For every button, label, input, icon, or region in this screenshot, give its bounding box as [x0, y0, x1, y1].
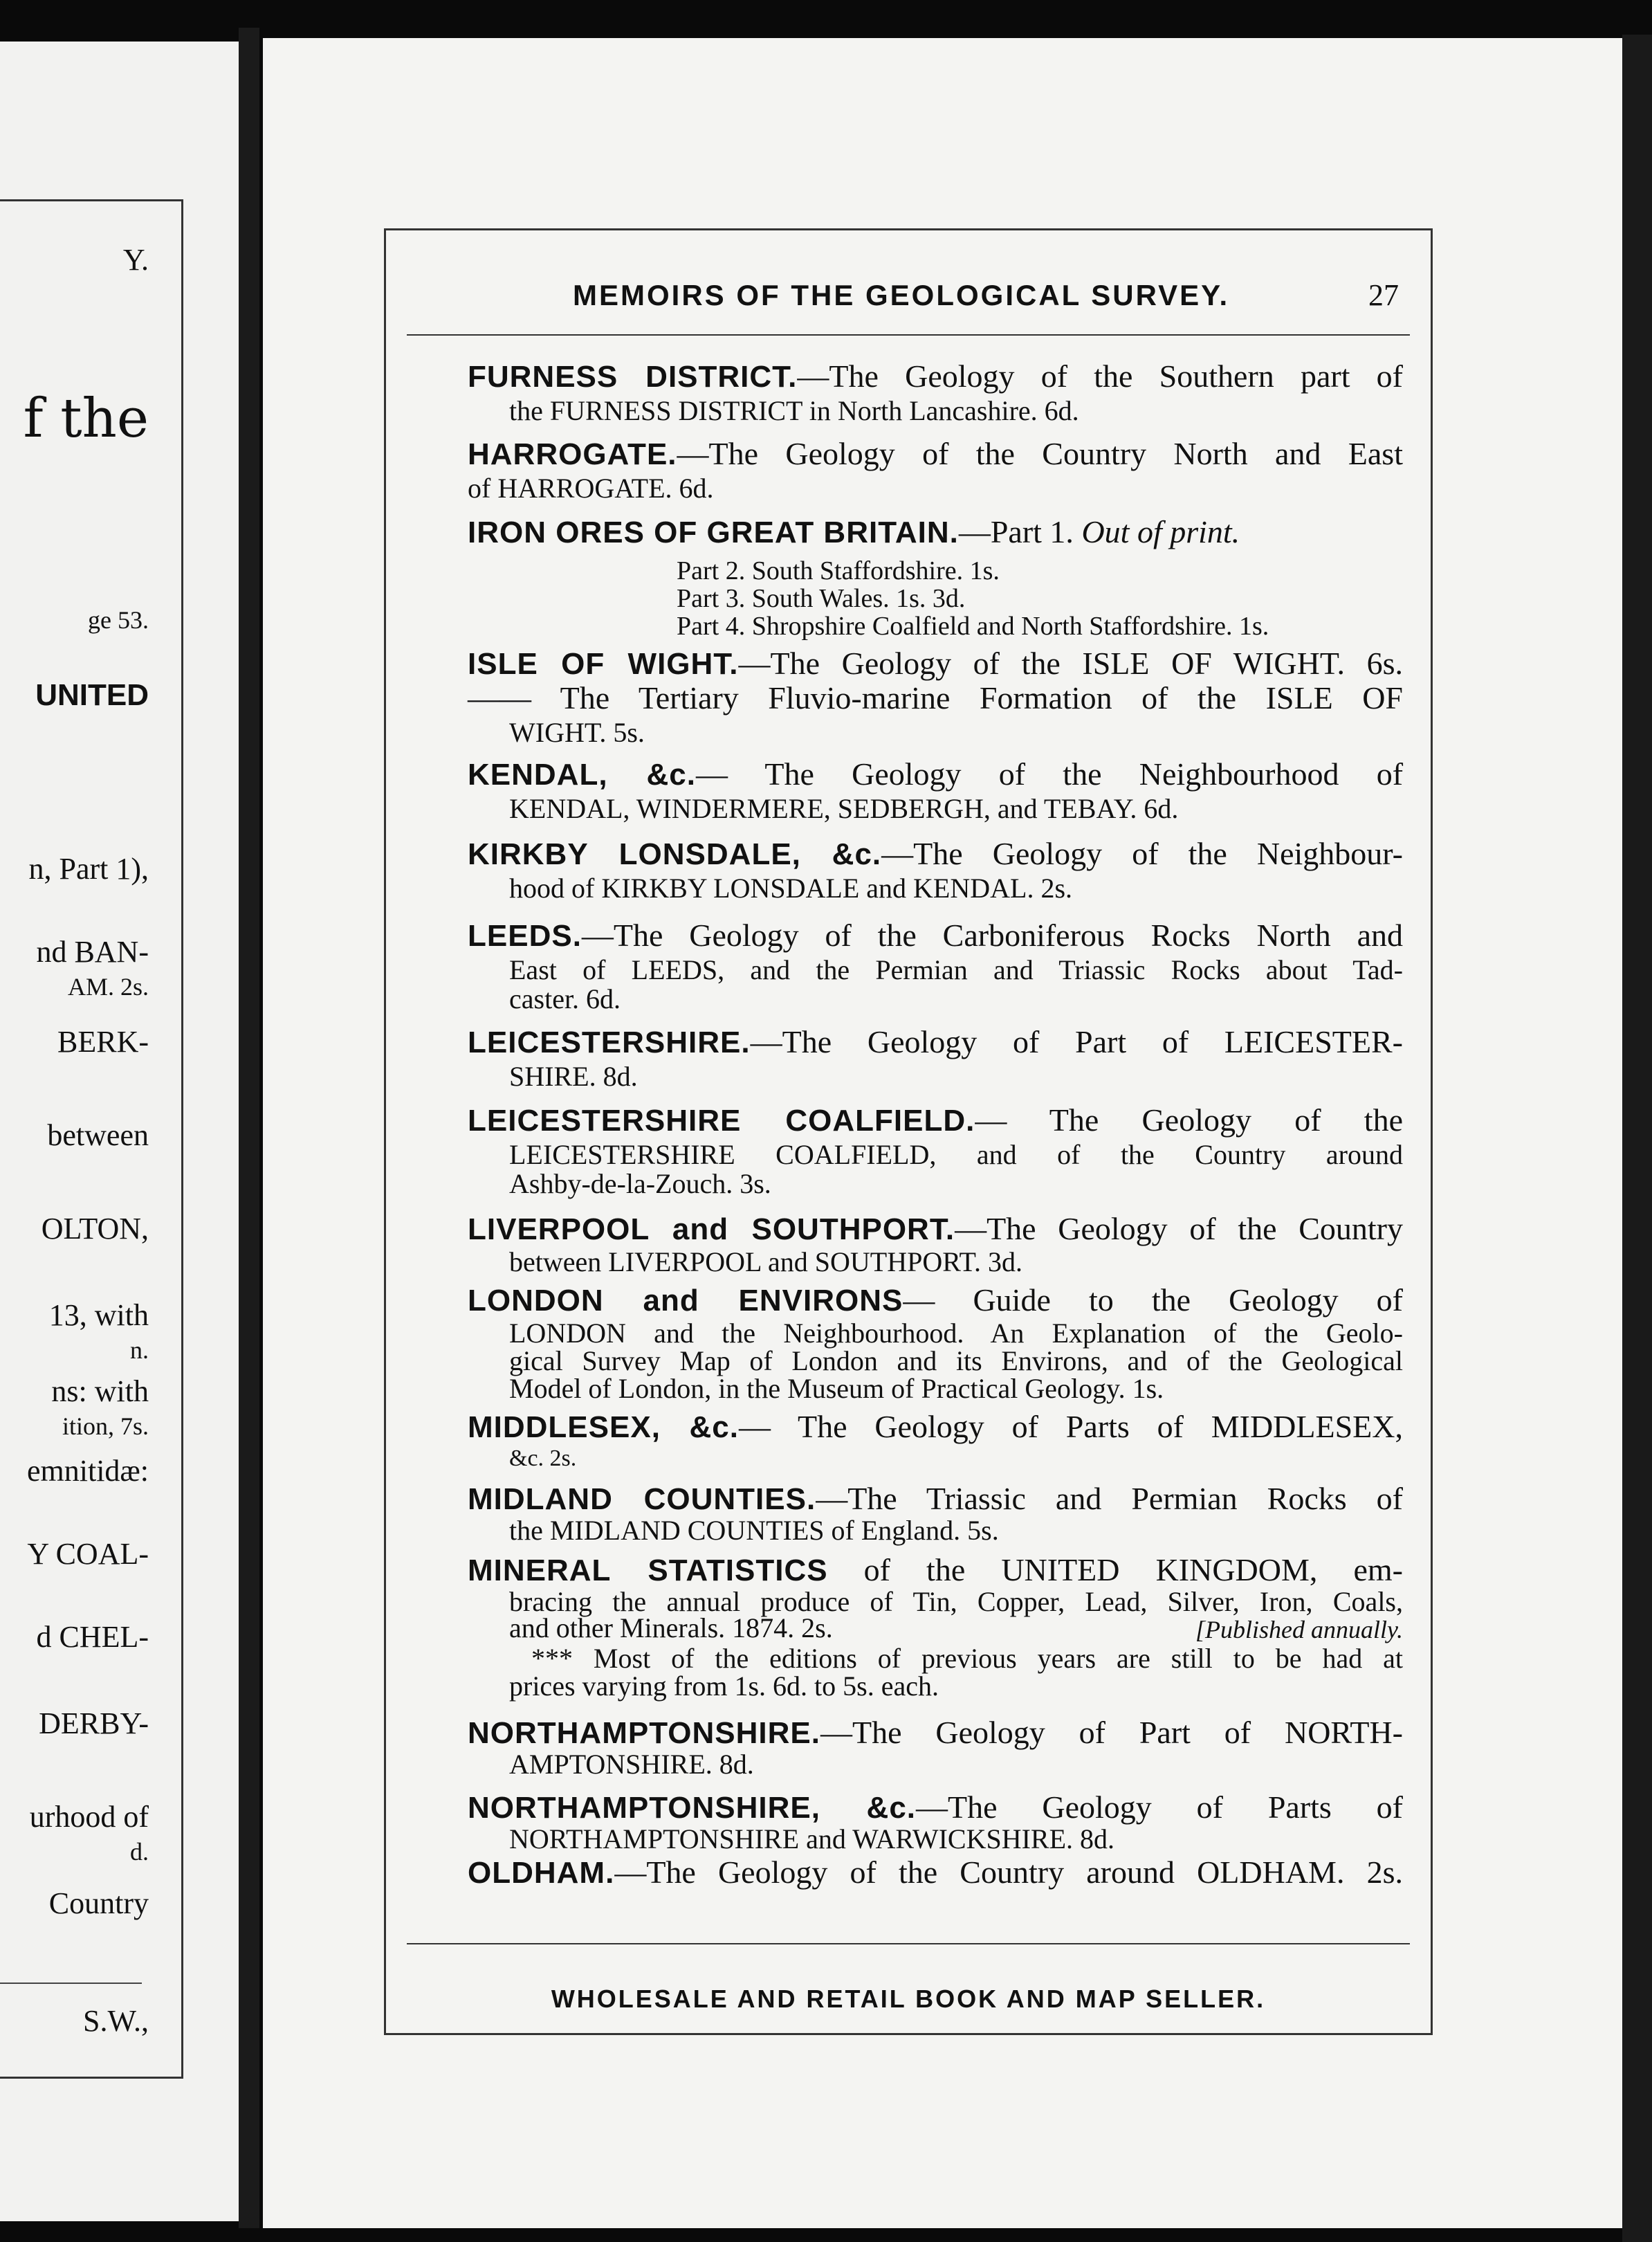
- entry-first-line: [468, 1102, 1403, 1139]
- left-fragment-line: d.: [130, 1838, 149, 1866]
- entry-first-line: [468, 436, 1403, 473]
- left-fragment-line: n.: [130, 1336, 149, 1364]
- page-frame: [384, 228, 1433, 2035]
- entry-heading: MIDDLESEX, &c.: [468, 1410, 739, 1444]
- page-edge: [1622, 35, 1652, 2242]
- entry-text: — The Geology of the Neighbourhood of: [695, 756, 1404, 792]
- entry-text: —The Geology of the Neighbour-: [881, 836, 1403, 871]
- entry-text: —Part 1.: [958, 514, 1074, 549]
- entry-heading: OLDHAM.: [468, 1856, 615, 1890]
- entry-heading: LIVERPOOL and SOUTHPORT.: [468, 1212, 955, 1246]
- left-page-fragment: [0, 42, 239, 2221]
- left-fragment-line: UNITED: [35, 678, 149, 712]
- entry-continuation: Ashby-de-la-Zouch. 3s.: [509, 1168, 771, 1199]
- left-fragment-line: ition, 7s.: [62, 1412, 149, 1440]
- entry-note: *** Most of the editions of previous years are still to be had at: [531, 1643, 1403, 1674]
- page-number: 27: [1368, 278, 1399, 312]
- entry-text: —The Geology of Parts of: [916, 1789, 1403, 1825]
- entry-continuation: SHIRE. 8d.: [509, 1061, 638, 1092]
- entry-continuation: Model of London, in the Museum of Practical Geology. 1s.: [509, 1373, 1164, 1404]
- entry-first-line: [468, 836, 1403, 873]
- left-fragment-line: 13, with: [48, 1298, 149, 1332]
- entry-text: —The Geology of the Country: [955, 1211, 1403, 1246]
- running-header: [386, 279, 1431, 320]
- running-header-title: MEMOIRS OF THE GEOLOGICAL SURVEY.: [573, 279, 1230, 311]
- entry-text: — The Geology of Parts of MIDDLESEX,: [738, 1409, 1404, 1444]
- entry-continuation: between LIVERPOOL and SOUTHPORT. 3d.: [509, 1246, 1022, 1277]
- left-fragment-line: emnitidæ:: [27, 1454, 149, 1488]
- entry-italic-note: Out of print.: [1081, 514, 1240, 549]
- entry-heading: LEEDS.: [468, 919, 582, 953]
- entry-first-line: [468, 918, 1403, 954]
- entry-heading: LONDON and ENVIRONS: [468, 1284, 903, 1318]
- left-fragment-line: Y.: [122, 243, 149, 277]
- left-fragment-line: between: [47, 1118, 149, 1152]
- entry-heading: IRON ORES OF GREAT BRITAIN.: [468, 516, 959, 549]
- entry-first-line: [468, 1282, 1403, 1319]
- entry-continuation: of HARROGATE. 6d.: [468, 473, 714, 504]
- entry-part: Part 2. South Staffordshire. 1s.: [677, 556, 1000, 585]
- entry-heading: LEICESTERSHIRE COALFIELD.: [468, 1104, 975, 1138]
- left-fragment-line: S.W.,: [83, 2004, 149, 2038]
- entry-first-line: [468, 358, 1403, 395]
- entry-text: —The Geology of Part of LEICESTER-: [750, 1024, 1403, 1059]
- entry-continuation: gical Survey Map of London and its Environs, and of the Geological: [509, 1345, 1403, 1376]
- entry-continuation: KENDAL, WINDERMERE, SEDBERGH, and TEBAY. 6d.: [509, 793, 1179, 824]
- entry-continuation: WIGHT. 5s.: [509, 717, 645, 748]
- entry-first-line: [468, 756, 1403, 793]
- left-fragment-line: ns: with: [51, 1374, 149, 1408]
- entry-continuation: —— The Tertiary Fluvio-marine Formation of the ISLE OF: [468, 680, 1403, 716]
- entry-text: —The Geology of the Country North and East: [677, 436, 1403, 471]
- header-rule: [407, 334, 1410, 336]
- left-fragment-line: Country: [48, 1886, 149, 1920]
- entry-continuation: the MIDLAND COUNTIES of England. 5s.: [509, 1515, 999, 1546]
- footer-title: WHOLESALE AND RETAIL BOOK AND MAP SELLER.: [551, 1985, 1266, 2013]
- entry-heading: NORTHAMPTONSHIRE, &c.: [468, 1791, 917, 1825]
- entry-first-line: [468, 646, 1403, 682]
- entry-first-line: [468, 1024, 1403, 1061]
- entry-continuation: NORTHAMPTONSHIRE and WARWICKSHIRE. 8d.: [509, 1823, 1115, 1854]
- left-fragment-line: OLTON,: [41, 1212, 149, 1246]
- entry-heading: HARROGATE.: [468, 437, 677, 471]
- entry-continuation: bracing the annual produce of Tin, Copper, Lead, Silver, Iron, Coals,: [509, 1586, 1403, 1617]
- entry-text: —The Geology of Part of NORTH-: [820, 1715, 1403, 1750]
- left-fragment-line: AM. 2s.: [67, 973, 149, 1001]
- entry-heading: MIDLAND COUNTIES.: [468, 1482, 816, 1516]
- left-fragment-line: nd BAN-: [36, 935, 149, 969]
- entry-text: —The Triassic and Permian Rocks of: [816, 1481, 1404, 1516]
- left-fragment-line: urhood of: [29, 1800, 149, 1834]
- left-fragment-line: Y COAL-: [27, 1537, 149, 1571]
- entry-part: Part 3. South Wales. 1s. 3d.: [677, 584, 966, 613]
- entry-text: —The Geology of the Southern part of: [797, 358, 1403, 394]
- entry-heading: KIRKBY LONSDALE, &c.: [468, 837, 882, 871]
- entry-heading: NORTHAMPTONSHIRE.: [468, 1716, 820, 1750]
- entry-first-line: [468, 1211, 1403, 1248]
- entry-first-line: [468, 1854, 1403, 1891]
- entry-heading: ISLE OF WIGHT.: [468, 647, 739, 681]
- footer-rule: [407, 1943, 1410, 1944]
- entry-continuation: LEICESTERSHIRE COALFIELD, and of the Country around: [509, 1139, 1403, 1170]
- entry-heading: LEICESTERSHIRE.: [468, 1026, 751, 1059]
- entry-continuation: AMPTONSHIRE. 8d.: [509, 1749, 754, 1780]
- entry-text: — The Geology of the: [975, 1102, 1404, 1138]
- entry-continuation: and other Minerals. 1874. 2s.: [509, 1612, 833, 1643]
- left-fragment-line: ge 53.: [88, 606, 149, 634]
- entry-heading: FURNESS DISTRICT.: [468, 360, 798, 394]
- entry-part: Part 4. Shropshire Coalfield and North Staffordshire. 1s.: [677, 612, 1269, 641]
- entry-heading: MINERAL STATISTICS: [468, 1553, 828, 1587]
- entry-text: —The Geology of the Carboniferous Rocks North and: [581, 918, 1403, 953]
- left-fragment-line: DERBY-: [39, 1706, 149, 1740]
- entry-continuation: &c. 2s.: [509, 1446, 577, 1471]
- left-fragment-line: n, Part 1),: [28, 852, 149, 886]
- entry-text: —The Geology of the ISLE OF WIGHT. 6s.: [738, 646, 1404, 681]
- entry-italic-note: [Published annually.: [1195, 1616, 1403, 1643]
- entry-continuation: caster. 6d.: [509, 983, 621, 1014]
- left-fragment-line: BERK-: [57, 1025, 149, 1059]
- entry-continuation: the FURNESS DISTRICT in North Lancashire. 6d.: [509, 395, 1079, 426]
- left-fragment-line: d CHEL-: [36, 1620, 149, 1654]
- entry-text: of the UNITED KINGDOM, em-: [863, 1552, 1403, 1587]
- book-spine: [239, 28, 259, 2228]
- entry-continuation: hood of KIRKBY LONSDALE and KENDAL. 2s.: [509, 873, 1073, 904]
- entry-first-line: [468, 514, 1403, 551]
- entry-text: — Guide to the Geology of: [903, 1282, 1403, 1318]
- entry-text: —The Geology of the Country around OLDHAM. 2s.: [614, 1854, 1403, 1890]
- entry-heading: KENDAL, &c.: [468, 758, 696, 792]
- left-fragment-line: f the: [23, 388, 149, 450]
- entry-continuation: East of LEEDS, and the Permian and Triassic Rocks about Tad-: [509, 954, 1403, 985]
- left-fragment-rule: [0, 1983, 142, 1984]
- entry-continuation: LONDON and the Neighbourhood. An Explanation of the Geolo-: [509, 1318, 1403, 1349]
- entry-note: prices varying from 1s. 6d. to 5s. each.: [509, 1670, 939, 1702]
